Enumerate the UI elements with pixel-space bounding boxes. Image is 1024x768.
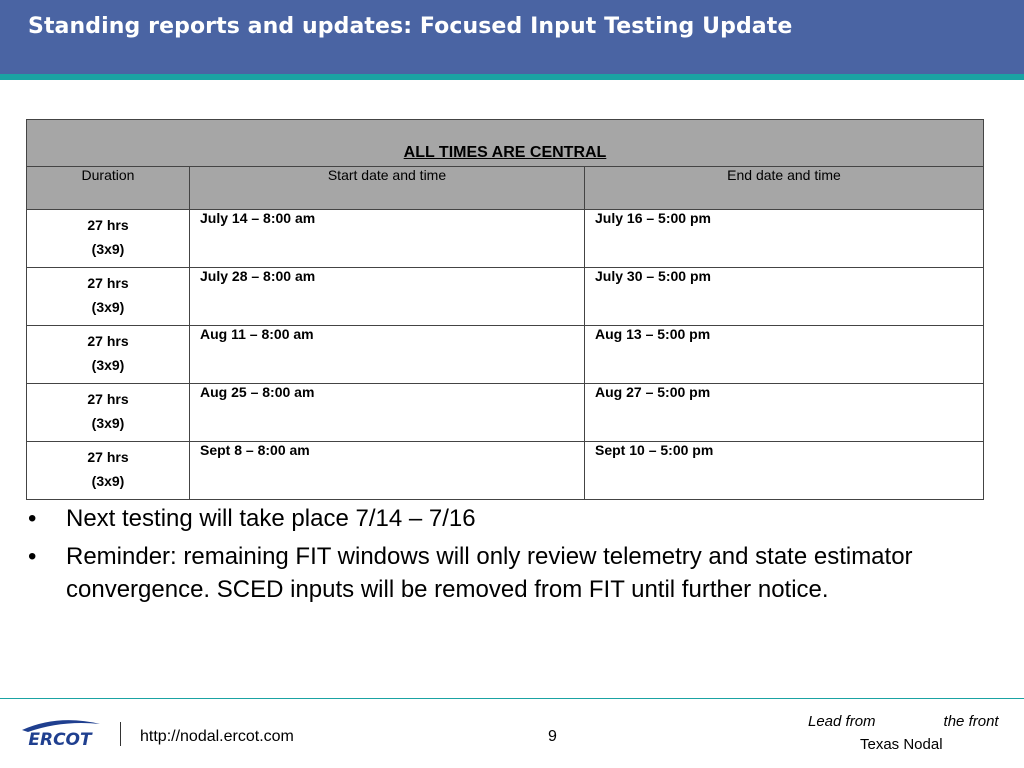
duration-value: 27 hrs <box>87 449 129 465</box>
header-start: Start date and time <box>190 167 585 210</box>
footer-tagline <box>808 713 999 730</box>
duration-cell <box>27 268 190 326</box>
duration-value: 27 hrs <box>87 391 129 407</box>
footer-url-link[interactable]: http://nodal.ercot.com <box>140 728 294 745</box>
table-row <box>27 384 984 442</box>
start-cell: Aug 25 – 8:00 am <box>190 384 585 442</box>
bullet-dot: • <box>28 543 37 570</box>
ercot-logo <box>18 712 104 752</box>
duration-format: (3x9) <box>91 299 125 315</box>
end-cell: Sept 10 – 5:00 pm <box>585 442 984 500</box>
bullet-list <box>28 502 988 611</box>
end-cell: July 30 – 5:00 pm <box>585 268 984 326</box>
header-duration: Duration <box>27 167 190 210</box>
page-number: 9 <box>548 728 557 745</box>
duration-format: (3x9) <box>91 357 125 373</box>
duration-format: (3x9) <box>91 241 125 257</box>
end-cell: July 16 – 5:00 pm <box>585 210 984 268</box>
duration-format: (3x9) <box>91 415 125 431</box>
duration-cell <box>27 442 190 500</box>
schedule-table <box>26 119 984 500</box>
logo-text: ERCOT <box>28 730 92 750</box>
bullet-text: Next testing will take place 7/14 – 7/16 <box>66 505 476 532</box>
duration-format: (3x9) <box>91 473 125 489</box>
table-row <box>27 326 984 384</box>
duration-cell <box>27 210 190 268</box>
title-bar <box>0 0 1024 74</box>
bullet-dot: • <box>28 505 37 532</box>
start-cell: July 14 – 8:00 am <box>190 210 585 268</box>
header-end: End date and time <box>585 167 984 210</box>
slide-title: Standing reports and updates: Focused Input Testing Update <box>28 14 793 39</box>
duration-value: 27 hrs <box>87 275 129 291</box>
duration-cell <box>27 384 190 442</box>
table-row <box>27 442 984 500</box>
footer-separator <box>120 722 121 746</box>
table-banner-row <box>27 120 984 167</box>
end-cell: Aug 13 – 5:00 pm <box>585 326 984 384</box>
table-row <box>27 210 984 268</box>
tagline-part1: Lead from <box>808 713 876 730</box>
bullet-text: Reminder: remaining FIT windows will only review telemetry and state estimator convergence. SCED inputs will be removed from FIT until further notice. <box>66 543 913 603</box>
bullet-item <box>28 540 988 606</box>
start-cell: Aug 11 – 8:00 am <box>190 326 585 384</box>
end-cell: Aug 27 – 5:00 pm <box>585 384 984 442</box>
tagline-part2: the front <box>943 713 999 730</box>
bullet-item <box>28 502 988 535</box>
table-row <box>27 268 984 326</box>
table-header-row <box>27 167 984 210</box>
table-banner-text: ALL TIMES ARE CENTRAL <box>403 144 607 161</box>
duration-value: 27 hrs <box>87 333 129 349</box>
start-cell: July 28 – 8:00 am <box>190 268 585 326</box>
table-banner <box>27 120 984 167</box>
start-cell: Sept 8 – 8:00 am <box>190 442 585 500</box>
title-accent-stripe <box>0 74 1024 80</box>
duration-cell <box>27 326 190 384</box>
duration-value: 27 hrs <box>87 217 129 233</box>
footer-tagline-sub: Texas Nodal <box>860 736 943 753</box>
footer-divider <box>0 698 1024 699</box>
